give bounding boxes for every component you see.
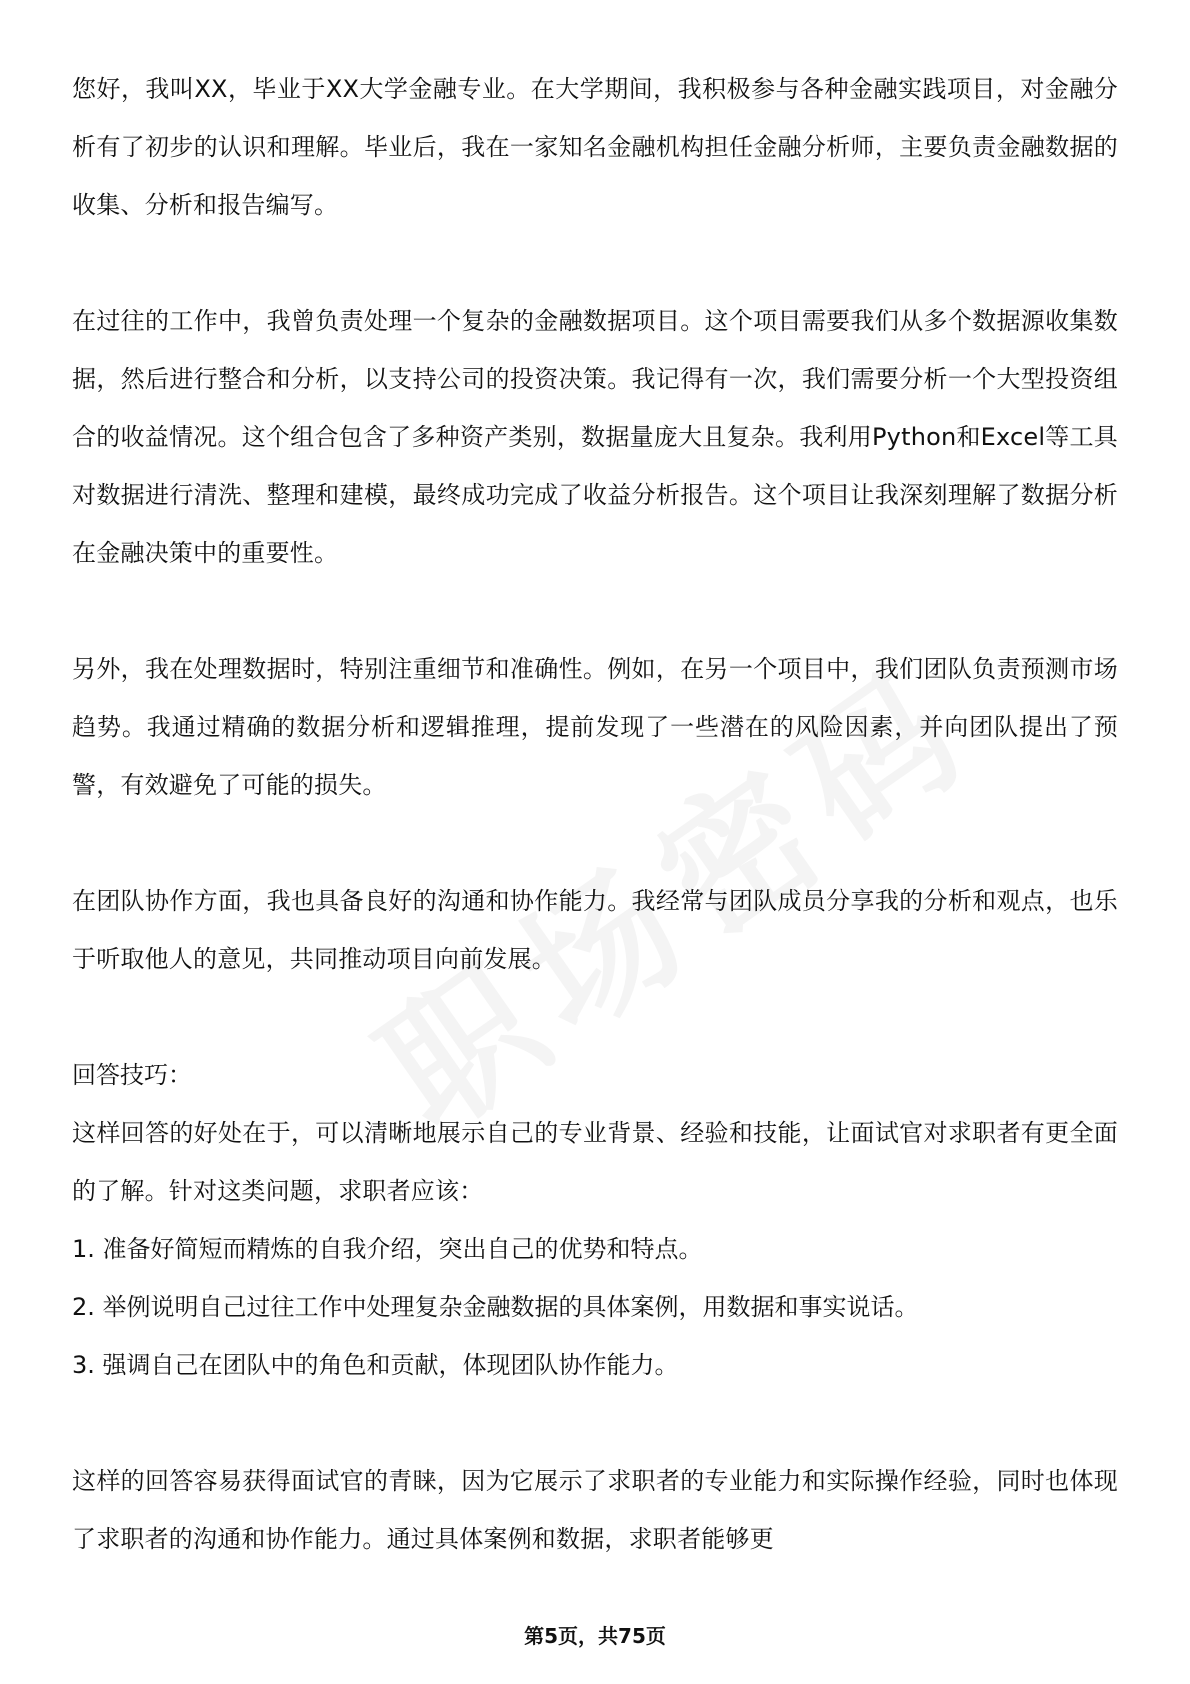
paragraph-gap xyxy=(72,814,1118,872)
tips-item: 1. 准备好简短而精炼的自我介绍，突出自己的优势和特点。 xyxy=(72,1235,703,1263)
paragraph-closing: 这样的回答容易获得面试官的青睐，因为它展示了求职者的专业能力和实际操作经验，同时也体现了求职者的沟通和协作能力。通过具体案例和数据，求职者能够更 xyxy=(72,1467,1118,1553)
tips-item: 2. 举例说明自己过往工作中处理复杂金融数据的具体案例，用数据和事实说话。 xyxy=(72,1293,919,1321)
tips-intro: 这样回答的好处在于，可以清晰地展示自己的专业背景、经验和技能，让面试官对求职者有更全面的了解。针对这类问题，求职者应该： xyxy=(72,1119,1118,1205)
paragraph-gap xyxy=(72,582,1118,640)
paragraph-gap xyxy=(72,988,1118,1046)
paragraph-intro: 您好，我叫XX，毕业于XX大学金融专业。在大学期间，我积极参与各种金融实践项目，对金融分析有了初步的认识和理解。毕业后，我在一家知名金融机构担任金融分析师，主要负责金融数据的收集、分析和报告编写。 xyxy=(72,75,1118,219)
paragraph-teamwork: 在团队协作方面，我也具备良好的沟通和协作能力。我经常与团队成员分享我的分析和观点，也乐于听取他人的意见，共同推动项目向前发展。 xyxy=(72,887,1118,973)
tips-item: 3. 强调自己在团队中的角色和贡献，体现团队协作能力。 xyxy=(72,1351,679,1379)
page-number: 第5页，共75页 xyxy=(524,1624,666,1648)
paragraph-gap xyxy=(72,1394,1118,1452)
document-body xyxy=(72,60,1118,1568)
paragraph-attention-to-detail: 另外，我在处理数据时，特别注重细节和准确性。例如，在另一个项目中，我们团队负责预测市场趋势。我通过精确的数据分析和逻辑推理，提前发现了一些潜在的风险因素，并向团队提出了预警，有效避免了可能的损失。 xyxy=(72,655,1118,799)
paragraph-gap xyxy=(72,234,1118,292)
tips-heading: 回答技巧： xyxy=(72,1061,192,1089)
paragraph-project-experience: 在过往的工作中，我曾负责处理一个复杂的金融数据项目。这个项目需要我们从多个数据源收集数据，然后进行整合和分析，以支持公司的投资决策。我记得有一次，我们需要分析一个大型投资组合的收益情况。这个组合包含了多种资产类别，数据量庞大且复杂。我利用Python和Excel等工具对数据进行清洗、整理和建模，最终成功完成了收益分析报告。这个项目让我深刻理解了数据分析在金融决策中的重要性。 xyxy=(72,307,1118,567)
